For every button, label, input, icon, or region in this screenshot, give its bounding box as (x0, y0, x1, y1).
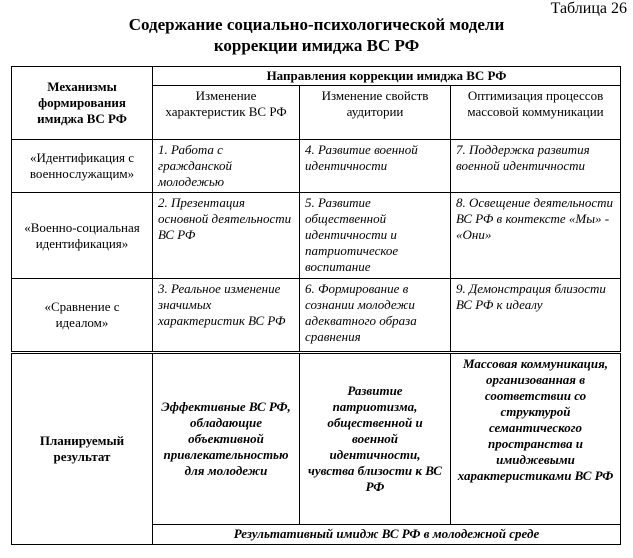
table-row (12, 193, 621, 279)
result-cell: Развитие патриотизма, общественной и военной идентичности, чувства близости к ВС РФ (300, 353, 451, 525)
title-line-2: коррекции имиджа ВС РФ (213, 36, 420, 55)
direction-cell: 4. Развитие военной идентичности (300, 140, 451, 193)
subheader-audience: Изменение свойств аудитории (300, 86, 451, 140)
result-label: Планируемый результат (12, 353, 153, 545)
direction-cell: 8. Освещение деятельности ВС РФ в контексте «Мы» - «Они» (451, 193, 621, 279)
subheader-characteristics: Изменение характеристик ВС РФ (153, 86, 300, 140)
mechanism-cell: «Военно-социальная идентификация» (12, 193, 153, 279)
directions-header: Направления коррекции имиджа ВС РФ (153, 67, 621, 86)
direction-cell: 9. Демонстрация близости ВС РФ к идеалу (451, 279, 621, 353)
mechanism-cell: «Идентификация с военнослужащим» (12, 140, 153, 193)
result-cell: Массовая коммуникация, организованная в соответствии со структурой семантического пространства и имиджевыми характеристиками ВС РФ (451, 353, 621, 525)
title-line-1: Содержание социально-психологической модели (128, 15, 505, 34)
table-row (12, 140, 621, 193)
direction-cell: 1. Работа с гражданской молодежью (153, 140, 300, 193)
table-row (12, 279, 621, 353)
result-row (12, 353, 621, 525)
direction-cell: 3. Реальное изменение значимых характеристик ВС РФ (153, 279, 300, 353)
direction-cell: 2. Презентация основной деятельности ВС РФ (153, 193, 300, 279)
direction-cell: 6. Формирование в сознании молодежи адекватного образа сравнения (300, 279, 451, 353)
mechanism-cell: «Сравнение с идеалом» (12, 279, 153, 353)
subheader-communication: Оптимизация процессов массовой коммуникации (451, 86, 621, 140)
correction-model-table (11, 66, 621, 545)
result-cell: Эффективные ВС РФ, обладающие объективной привлекательностью для молодежи (153, 353, 300, 525)
direction-cell: 5. Развитие общественной идентичности и патриотическое воспитание (300, 193, 451, 279)
table-number: Таблица 26 (550, 0, 627, 17)
mechanisms-header: Механизмы формирования имиджа ВС РФ (12, 67, 153, 140)
final-result: Результативный имидж ВС РФ в молодежной среде (153, 525, 621, 545)
direction-cell: 7. Поддержка развития военной идентичности (451, 140, 621, 193)
table-title (0, 14, 633, 56)
header-row (12, 67, 621, 86)
